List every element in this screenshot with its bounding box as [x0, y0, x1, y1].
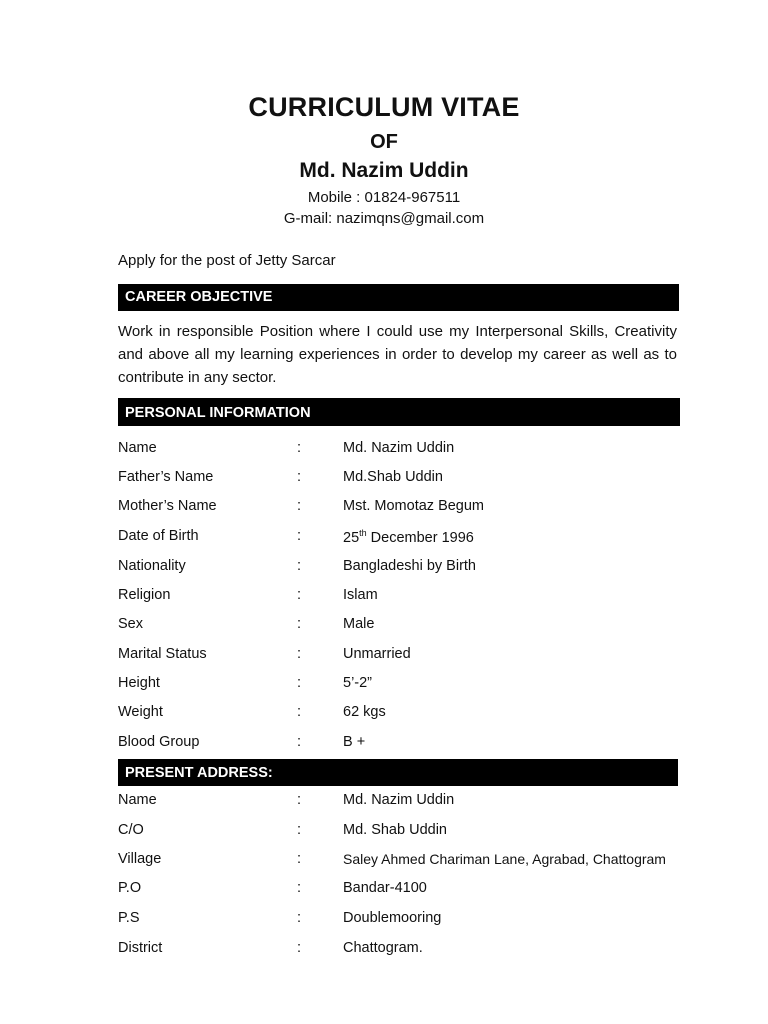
- apply-post: Apply for the post of Jetty Sarcar: [118, 252, 336, 269]
- info-separator: :: [297, 822, 302, 838]
- career-objective-heading: CAREER OBJECTIVE: [118, 284, 679, 311]
- info-value: Islam: [343, 587, 378, 603]
- info-value: B +: [343, 734, 366, 750]
- info-value: Saley Ahmed Chariman Lane, Agrabad, Chattogram: [343, 851, 666, 867]
- info-separator: :: [297, 646, 302, 662]
- address-row-po: [0, 880, 768, 900]
- info-value: [343, 528, 474, 546]
- address-row-co: [0, 822, 768, 842]
- info-row-religion: [0, 587, 768, 607]
- gmail-address: G-mail: nazimqns@gmail.com: [283, 210, 485, 227]
- info-label: District: [118, 940, 163, 956]
- personal-info-heading: PERSONAL INFORMATION: [118, 398, 680, 426]
- info-value: 62 kgs: [343, 704, 386, 720]
- info-value: Md. Shab Uddin: [343, 822, 447, 838]
- info-separator: :: [297, 440, 302, 456]
- info-row-height: [0, 675, 768, 695]
- info-row-mother: [0, 498, 768, 518]
- info-separator: :: [297, 851, 302, 867]
- info-separator: :: [297, 734, 302, 750]
- info-value: Md. Nazim Uddin: [343, 792, 455, 808]
- info-row-nationality: [0, 558, 768, 578]
- info-separator: :: [297, 910, 302, 926]
- info-row-marital: [0, 646, 768, 666]
- present-address-heading: PRESENT ADDRESS:: [118, 759, 678, 786]
- info-value: Mst. Momotaz Begum: [343, 498, 485, 514]
- dob-rest: December 1996: [366, 529, 474, 546]
- info-separator: :: [297, 528, 302, 544]
- info-label: Weight: [118, 704, 163, 720]
- info-value: Unmarried: [343, 646, 411, 662]
- info-label: Nationality: [118, 558, 186, 574]
- info-separator: :: [297, 704, 302, 720]
- info-value: Md. Nazim Uddin: [343, 440, 455, 456]
- info-separator: :: [297, 940, 302, 956]
- title-of: OF: [370, 131, 398, 153]
- info-row-blood-group: [0, 734, 768, 754]
- info-separator: :: [297, 587, 302, 603]
- info-label: Height: [118, 675, 160, 691]
- info-label: Father’s Name: [118, 469, 214, 485]
- info-value: Chattogram.: [343, 940, 423, 956]
- address-row-ps: [0, 910, 768, 930]
- info-label: Sex: [118, 616, 143, 632]
- info-row-sex: [0, 616, 768, 636]
- dob-suffix: th: [359, 528, 367, 538]
- info-value: Bangladeshi by Birth: [343, 558, 476, 574]
- info-label: Blood Group: [118, 734, 200, 750]
- info-label: Religion: [118, 587, 171, 603]
- info-label: Name: [118, 792, 157, 808]
- info-separator: :: [297, 880, 302, 896]
- career-objective-text: Work in responsible Position where I could use my Interpersonal Skills, Creativity and above all my learning experiences in order to develop my career as well as to contribute in any sector.: [118, 323, 677, 386]
- info-separator: :: [297, 558, 302, 574]
- info-label: P.O: [118, 880, 142, 896]
- info-separator: :: [297, 675, 302, 691]
- info-separator: :: [297, 469, 302, 485]
- document-title: CURRICULUM VITAE: [248, 92, 520, 122]
- info-label: P.S: [118, 910, 140, 926]
- info-value: Bandar-4100: [343, 880, 427, 896]
- candidate-name: Md. Nazim Uddin: [299, 159, 469, 182]
- address-row-name: [0, 792, 768, 812]
- info-row-weight: [0, 704, 768, 724]
- info-value: Md.Shab Uddin: [343, 469, 443, 485]
- info-label: Name: [118, 440, 157, 456]
- info-value: Doublemooring: [343, 910, 442, 926]
- info-label: Village: [118, 851, 162, 867]
- info-row-dob: [0, 528, 768, 548]
- info-value: Male: [343, 616, 375, 632]
- info-label: Date of Birth: [118, 528, 199, 544]
- address-row-district: [0, 940, 768, 960]
- info-separator: :: [297, 498, 302, 514]
- info-separator: :: [297, 616, 302, 632]
- info-row-father: [0, 469, 768, 489]
- info-separator: :: [297, 792, 302, 808]
- info-row-name: [0, 440, 768, 460]
- info-label: Marital Status: [118, 646, 207, 662]
- dob-day: 25: [343, 529, 360, 546]
- info-label: C/O: [118, 822, 144, 838]
- info-value: 5’-2”: [343, 675, 373, 691]
- address-row-village: [0, 851, 768, 871]
- mobile-number: Mobile : 01824-967511: [307, 189, 461, 206]
- info-label: Mother’s Name: [118, 498, 217, 514]
